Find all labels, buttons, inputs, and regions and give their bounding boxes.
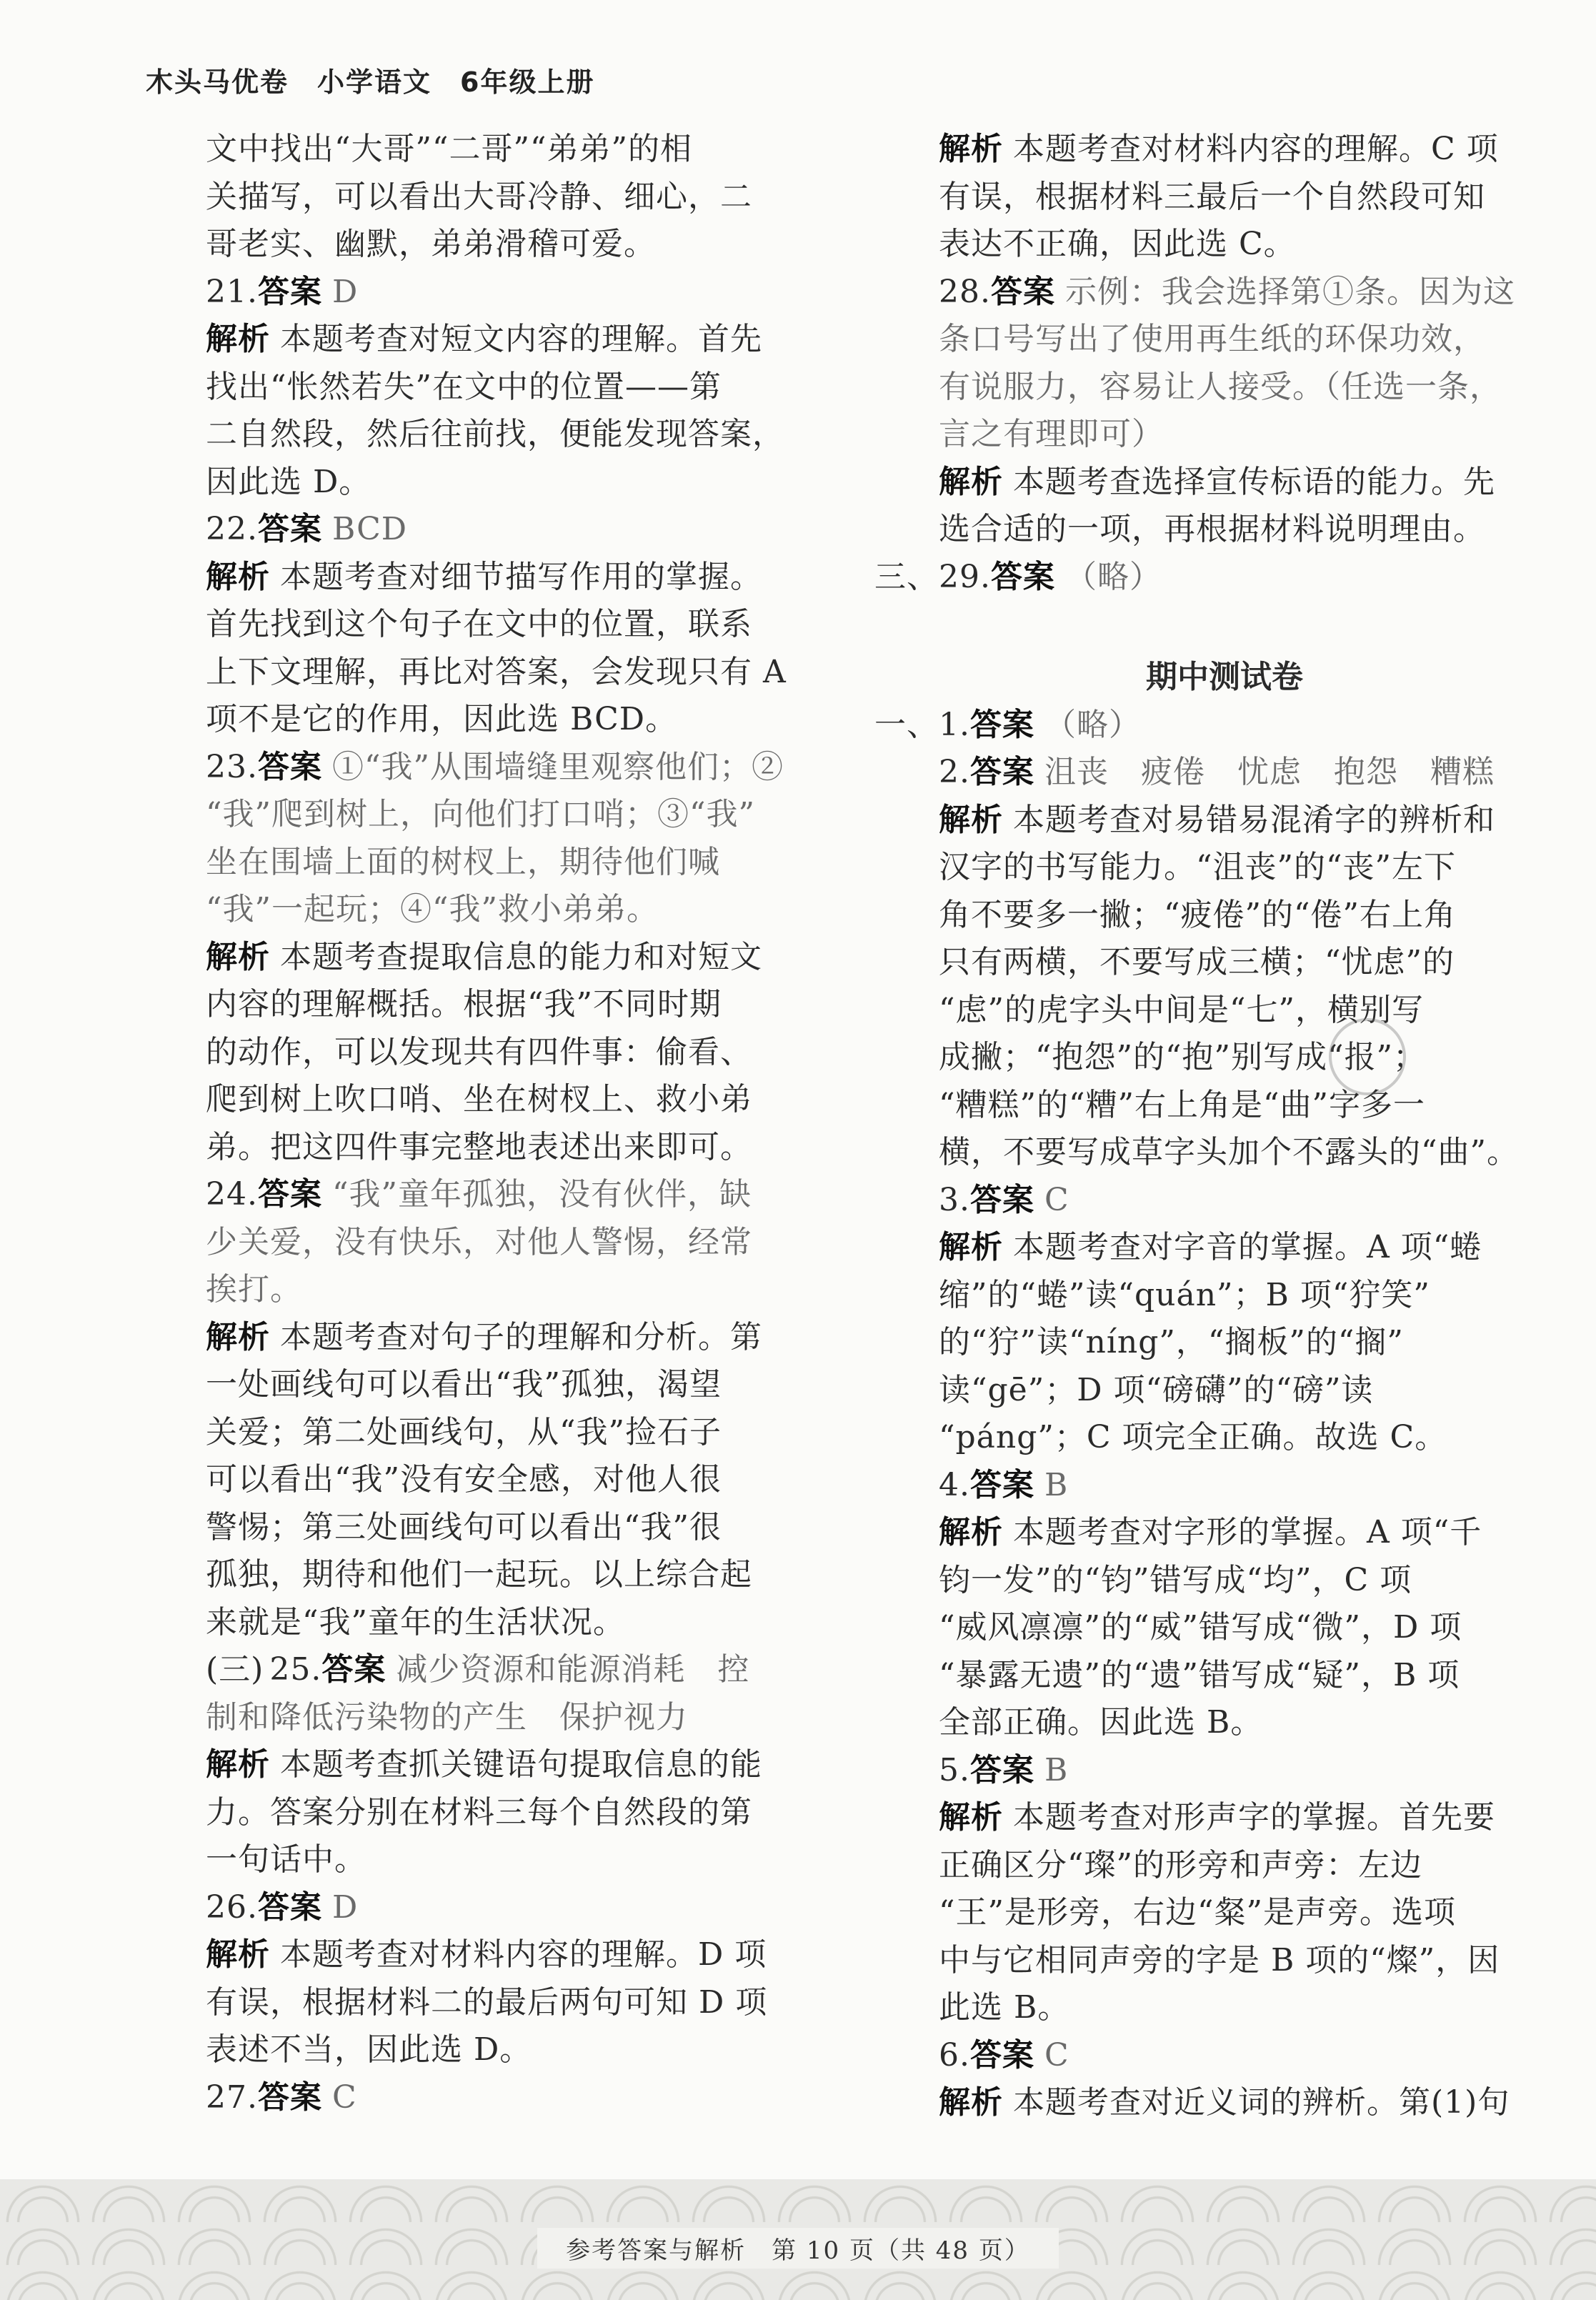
answer-line-m3 xyxy=(939,1177,1510,1225)
question-number: 4. xyxy=(939,1466,970,1503)
section-title: 期中测试卷 xyxy=(1146,659,1303,695)
answer-text: （略） xyxy=(1064,558,1162,595)
text-line: “páng”；C 项完全正确。故选 C。 xyxy=(939,1419,1447,1455)
answer-line-28 xyxy=(939,269,1515,317)
answer-text: “我”童年孤独，没有伙伴，缺 xyxy=(331,1176,752,1213)
analysis-label: 解析 xyxy=(939,1229,1003,1265)
text-line: 关描写，可以看出大哥冷静、细心，二 xyxy=(206,178,752,215)
stamp-logo xyxy=(1329,1018,1406,1095)
text-line: 此选 B。 xyxy=(939,1989,1070,2026)
answer-text: “我”一起玩；④“我”救小弟弟。 xyxy=(206,891,659,927)
text-line: 首先找到这个句子在文中的位置，联系 xyxy=(206,606,752,642)
answer-line-25 xyxy=(206,1646,777,1694)
text-line: 只有两横，不要写成三横；“忧虑”的 xyxy=(939,944,1455,980)
question-number: 23. xyxy=(206,748,258,785)
answer-label: 答案 xyxy=(969,706,1034,743)
analysis-line xyxy=(939,797,1510,845)
analysis-label: 解析 xyxy=(939,1799,1003,1836)
question-number: 2. xyxy=(939,754,970,790)
analysis-line xyxy=(939,126,1510,174)
text-line: 内容的理解概括。根据“我”不同时期 xyxy=(206,986,722,1022)
answer-text: C xyxy=(331,2079,357,2116)
question-number: 22. xyxy=(206,511,258,547)
analysis-text: 本题考查对材料内容的理解。D 项 xyxy=(280,1936,767,1973)
analysis-label: 解析 xyxy=(206,1318,270,1355)
text-line: 中与它相同声旁的字是 B 项的“燦”，因 xyxy=(939,1941,1500,1978)
answer-text: （略） xyxy=(1044,706,1141,743)
text-line: “虑”的虎字头中间是“七”，横别写 xyxy=(939,991,1424,1028)
text-line: 爬到树上吹口哨、坐在树杈上、救小弟 xyxy=(206,1081,752,1117)
answer-text: B xyxy=(1044,1466,1069,1503)
answer-line-m4 xyxy=(939,1462,1510,1510)
answer-line-m1 xyxy=(874,702,1510,750)
analysis-label: 解析 xyxy=(206,558,270,595)
question-number: 1. xyxy=(939,706,970,743)
spacer xyxy=(939,601,1510,648)
answer-label: 答案 xyxy=(969,754,1034,790)
answer-text: ①“我”从围墙缝里观察他们；② xyxy=(331,748,784,785)
question-number: 5. xyxy=(939,1751,970,1788)
analysis-label: 解析 xyxy=(939,463,1003,500)
text-line: 钧一发”的“钧”错写成“均”，C 项 xyxy=(939,1561,1412,1598)
text-line: 的动作，可以发现共有四件事：偷看、 xyxy=(206,1033,752,1070)
left-column xyxy=(206,126,787,2121)
section-number: (三) xyxy=(206,1651,264,1688)
analysis-text: 本题考查对细节描写作用的掌握。 xyxy=(280,558,762,595)
analysis-text: 本题考查对形声字的掌握。首先要 xyxy=(1013,1799,1495,1836)
answer-line-23 xyxy=(206,744,784,792)
answer-label: 答案 xyxy=(257,1176,322,1213)
analysis-text: 本题考查对易错易混淆字的辨析和 xyxy=(1013,801,1495,838)
analysis-label: 解析 xyxy=(206,1936,270,1973)
answer-line-22 xyxy=(206,506,777,554)
answer-text: 有说服力，容易让人接受。（任选一条， xyxy=(939,368,1502,405)
analysis-line xyxy=(206,1931,777,1979)
answer-label: 答案 xyxy=(257,273,322,310)
analysis-text: 本题考查对字音的掌握。A 项“蜷 xyxy=(1013,1229,1482,1265)
question-number: 29. xyxy=(939,558,991,595)
answer-label: 答案 xyxy=(257,511,322,547)
answer-line-24 xyxy=(206,1171,777,1219)
question-number: 25. xyxy=(269,1651,322,1688)
question-number: 6. xyxy=(939,2036,970,2074)
text-line: 来就是“我”童年的生活状况。 xyxy=(206,1603,625,1641)
answer-line-m2 xyxy=(939,749,1510,797)
answer-text: B xyxy=(1044,1751,1069,1788)
page-footer-text: 参考答案与解析 第 10 页（共 48 页） xyxy=(537,2228,1059,2269)
section-number: 三、 xyxy=(874,558,939,595)
analysis-text: 本题考查抓关键语句提取信息的能 xyxy=(280,1746,762,1783)
analysis-text: 本题考查对近义词的辨析。第(1)句 xyxy=(1013,2084,1510,2121)
analysis-line xyxy=(939,1224,1510,1272)
text-line: 找出“怅然若失”在文中的位置——第 xyxy=(206,368,722,405)
analysis-label: 解析 xyxy=(939,801,1003,838)
analysis-label: 解析 xyxy=(206,938,270,975)
question-number: 28. xyxy=(939,273,991,310)
text-line: 表述不当，因此选 D。 xyxy=(206,2031,532,2068)
answer-line-29 xyxy=(874,554,1510,602)
text-line: 全部正确。因此选 B。 xyxy=(939,1704,1263,1741)
question-number: 26. xyxy=(206,1888,258,1926)
text-line: 横，不要写成草字头加个不露头的“曲”。 xyxy=(939,1134,1519,1170)
text-line: 可以看出“我”没有安全感，对他人很 xyxy=(206,1461,722,1498)
analysis-text: 本题考查选择宣传标语的能力。先 xyxy=(1013,463,1495,500)
answer-text: C xyxy=(1044,1181,1069,1218)
page-header: 木头马优卷 小学语文 6年级上册 xyxy=(146,66,595,98)
text-line: 弟。把这四件事完整地表述出来即可。 xyxy=(206,1128,752,1165)
answer-line-m6 xyxy=(939,2032,1510,2080)
analysis-line xyxy=(206,554,777,602)
answer-text: C xyxy=(1044,2036,1069,2074)
analysis-line xyxy=(206,1741,777,1789)
right-column xyxy=(874,126,1519,2127)
answer-text: “我”爬到树上，向他们打口哨；③“我” xyxy=(206,796,755,832)
answer-label: 答案 xyxy=(990,273,1055,310)
analysis-label: 解析 xyxy=(206,1746,270,1783)
text-line: 一处画线句可以看出“我”孤独，渴望 xyxy=(206,1366,722,1403)
answer-text: 沮丧 疲倦 忧虑 抱怨 糟糕 xyxy=(1044,754,1495,790)
analysis-line xyxy=(206,934,777,982)
text-line: 哥老实、幽默，弟弟滑稽可爱。 xyxy=(206,226,656,262)
answer-text: 挨打。 xyxy=(206,1271,302,1308)
analysis-text: 本题考查对字形的掌握。A 项“千 xyxy=(1013,1514,1482,1550)
answer-text: 少关爱，没有快乐，对他人警惕，经常 xyxy=(206,1223,752,1260)
answer-text: D xyxy=(331,1888,359,1926)
analysis-label: 解析 xyxy=(939,2084,1003,2121)
text-line: 表达不正确，因此选 C。 xyxy=(939,226,1296,262)
analysis-line xyxy=(206,316,777,364)
analysis-label: 解析 xyxy=(939,131,1003,167)
analysis-label: 解析 xyxy=(206,321,270,357)
answer-text: 减少资源和能源消耗 控 xyxy=(396,1651,750,1688)
answer-text: 条口号写出了使用再生纸的环保功效， xyxy=(939,321,1485,357)
text-line: 文中找出“大哥”“二哥”“弟弟”的相 xyxy=(206,131,692,167)
text-line: 力。答案分别在材料三每个自然段的第 xyxy=(206,1793,752,1831)
answer-label: 答案 xyxy=(321,1651,386,1688)
text-line: 缩”的“蜷”读“quán”；B 项“狞笑” xyxy=(939,1276,1430,1313)
text-line: 有误，根据材料二的最后两句可知 D 项 xyxy=(206,1983,768,2021)
answer-line-m5 xyxy=(939,1747,1510,1795)
answer-text: 言之有理即可） xyxy=(939,416,1164,452)
text-line: 选合适的一项，再根据材料说明理由。 xyxy=(939,511,1485,547)
analysis-line xyxy=(939,1794,1510,1842)
answer-line-26 xyxy=(206,1884,777,1932)
question-number: 27. xyxy=(206,2079,258,2116)
question-number: 3. xyxy=(939,1181,970,1218)
text-line: 角不要多一撇；“疲倦”的“倦”右上角 xyxy=(939,896,1456,933)
analysis-label: 解析 xyxy=(939,1514,1003,1550)
analysis-text: 本题考查提取信息的能力和对短文 xyxy=(280,938,762,975)
analysis-line xyxy=(939,459,1510,507)
answer-label: 答案 xyxy=(969,2036,1034,2074)
answer-label: 答案 xyxy=(969,1466,1034,1503)
answer-text: 制和降低污染物的产生 保护视力 xyxy=(206,1698,688,1736)
text-line: 警惕；第三处画线句可以看出“我”很 xyxy=(206,1508,722,1545)
text-line: 正确区分“璨”的形旁和声旁：左边 xyxy=(939,1846,1422,1883)
answer-label: 答案 xyxy=(969,1751,1034,1788)
analysis-line xyxy=(206,1314,777,1362)
text-line: 关爱；第二处画线句，从“我”捡石子 xyxy=(206,1413,722,1450)
answer-label: 答案 xyxy=(969,1181,1034,1218)
text-line: 汉字的书写能力。“沮丧”的“丧”左下 xyxy=(939,849,1456,885)
text-line: 一句话中。 xyxy=(206,1841,366,1878)
text-line: 上下文理解，再比对答案，会发现只有 A xyxy=(206,653,787,690)
question-number: 21. xyxy=(206,273,258,310)
question-number: 24. xyxy=(206,1176,258,1213)
analysis-text: 本题考查对材料内容的理解。C 项 xyxy=(1013,131,1499,167)
text-line: “王”是形旁，右边“粲”是声旁。选项 xyxy=(939,1894,1456,1931)
footer xyxy=(0,2228,1596,2269)
answer-line-27 xyxy=(206,2074,777,2122)
answer-line-21 xyxy=(206,269,777,317)
text-line: 的“狞”读“níng”，“搁板”的“搁” xyxy=(939,1324,1404,1360)
text-line: 孤独，期待和他们一起玩。以上综合起 xyxy=(206,1556,752,1593)
text-line: 有误，根据材料三最后一个自然段可知 xyxy=(939,178,1485,215)
answer-text: D xyxy=(331,273,359,310)
text-line: 读“gē”；D 项“磅礴”的“磅”读 xyxy=(939,1371,1374,1408)
analysis-line xyxy=(939,2079,1510,2127)
analysis-line xyxy=(939,1509,1510,1557)
text-line: 因此选 D。 xyxy=(206,463,371,500)
analysis-text: 本题考查对短文内容的理解。首先 xyxy=(280,321,762,357)
answer-label: 答案 xyxy=(257,2079,322,2116)
analysis-text: 本题考查对句子的理解和分析。第 xyxy=(280,1318,762,1355)
answer-text: 坐在围墙上面的树杈上，期待他们喊 xyxy=(206,843,720,880)
text-line: “威风凛凛”的“威”错写成“微”，D 项 xyxy=(939,1609,1462,1646)
text-line: 项不是它的作用，因此选 BCD。 xyxy=(206,701,678,737)
answer-label: 答案 xyxy=(257,1888,322,1926)
answer-text: BCD xyxy=(331,511,408,547)
text-line: “暴露无遗”的“遗”错写成“疑”，B 项 xyxy=(939,1656,1460,1693)
text-line: 二自然段，然后往前找，便能发现答案， xyxy=(206,416,784,452)
text-line: 成撇；“抱怨”的“抱”别写成“报”； xyxy=(939,1039,1425,1075)
section-number: 一、 xyxy=(874,706,939,743)
answer-label: 答案 xyxy=(257,748,322,785)
answer-label: 答案 xyxy=(990,558,1055,595)
text-line: “糟糕”的“糟”右上角是“曲”字多一 xyxy=(939,1086,1425,1123)
answer-text: 示例：我会选择第①条。因为这 xyxy=(1064,273,1515,310)
